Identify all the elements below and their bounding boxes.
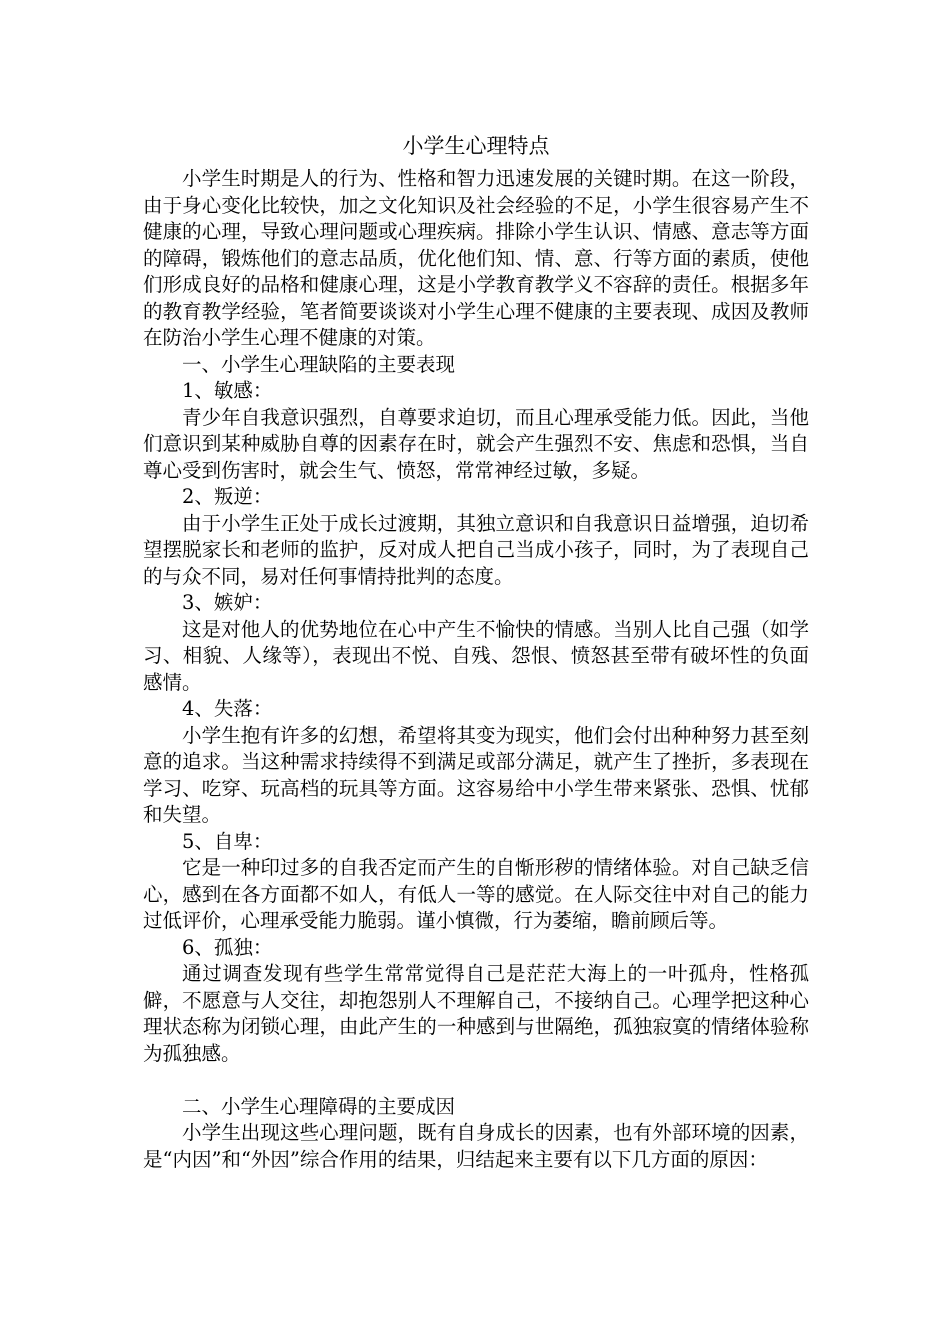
item-6-text: 通过调查发现有些学生常常觉得自己是茫茫大海上的一叶孤舟，性格孤僻，不愿意与人交往，却抱怨别人不理解自己，不接纳自己。心理学把这种心理状态称为闭锁心理，由此产生的一种感到与世隔绝，孤独寂寞的情绪体验称为孤独感。 [143, 962, 809, 1065]
document-body [143, 132, 809, 1173]
section-1-heading: 一、小学生心理缺陷的主要表现 [182, 352, 456, 376]
item-5-text: 它是一种印过多的自我否定而产生的自惭形秽的情绪体验。对自己缺乏信心，感到在各方面都不如人，有低人一等的感觉。在人际交往中对自己的能力过低评价，心理承受能力脆弱。谨小慎微，行为萎缩，瞻前顾后等。 [143, 856, 809, 932]
item-2-label: 2、叛逆： [182, 485, 273, 508]
section-2-text: 小学生出现这些心理问题，既有自身成长的因素，也有外部环境的因素，是“内因”和“外因”综合作用的结果，归结起来主要有以下几方面的原因： [143, 1121, 809, 1171]
item-3-label: 3、嫉妒： [182, 591, 273, 614]
item-5-label: 5、自卑： [182, 829, 273, 853]
intro-paragraph: 小学生时期是人的行为、性格和智力迅速发展的关键时期。在这一阶段，由于身心变化比较快，加之文化知识及社会经验的不足，小学生很容易产生不健康的心理，导致心理问题或心理疾病。排除小学生认识、情感、意志等方面的障碍，锻炼他们的意志品质，优化他们知、情、意、行等方面的素质，使他们形成良好的品格和健康心理，这是小学教育教学义不容辞的责任。根据多年的教育教学经验，笔者简要谈谈对小学生心理不健康的主要表现、成因及教师在防治小学生心理不健康的对策。 [143, 167, 809, 349]
item-4-text: 小学生抱有许多的幻想，希望将其变为现实，他们会付出种种努力甚至刻意的追求。当这种需求持续得不到满足或部分满足，就产生了挫折，多表现在学习、吃穿、玩高档的玩具等方面。这容易给中小学生带来紧张、恐惧、忧郁和失望。 [143, 723, 809, 826]
item-4-label: 4、失落： [182, 697, 273, 720]
item-1-text: 青少年自我意识强烈，自尊要求迫切，而且心理承受能力低。因此，当他们意识到某种威胁自尊的因素存在时，就会产生强烈不安、焦虑和恐惧，当自尊心受到伤害时，就会生气、愤怒，常常神经过敏，多疑。 [143, 405, 809, 482]
item-1-label: 1、敏感： [182, 379, 273, 402]
item-3-text: 这是对他人的优势地位在心中产生不愉快的情感。当别人比自己强（如学习、相貌、人缘等），表现出不悦、自残、怨恨、愤怒甚至带有破坏性的负面感情。 [143, 617, 809, 694]
item-2-text: 由于小学生正处于成长过渡期，其独立意识和自我意识日益增强，迫切希望摆脱家长和老师的监护，反对成人把自己当成小孩子，同时，为了表现自己的与众不同，易对任何事情持批判的态度。 [143, 511, 809, 588]
section-2-heading: 二、小学生心理障碍的主要成因 [182, 1094, 456, 1118]
item-6-label: 6、孤独： [182, 935, 273, 959]
blank-line [143, 1067, 809, 1094]
document-title: 小学生心理特点 [402, 134, 550, 158]
